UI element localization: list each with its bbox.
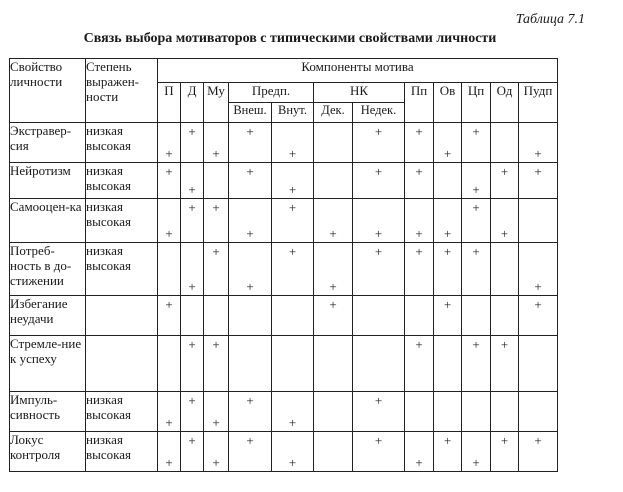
mark-cell: [491, 296, 519, 336]
mark-cell: [434, 123, 462, 163]
plus-mark-low: +: [165, 164, 173, 179]
mark-cell: [462, 432, 491, 472]
mark-cell: [272, 432, 314, 472]
plus-mark-high: +: [534, 279, 542, 294]
plus-mark-low: +: [500, 337, 509, 352]
plus-mark-low: +: [472, 337, 480, 352]
mark-cell: [434, 392, 462, 432]
plus-mark-low: +: [246, 124, 254, 139]
mark-cell: [229, 392, 272, 432]
mark-cell: [491, 432, 519, 472]
mark-cell: [519, 296, 558, 336]
mark-cell: [314, 296, 353, 336]
mark-cell: [519, 243, 558, 296]
header-tsp: Цп: [462, 83, 491, 123]
header-degree: Степень выражен-ности: [86, 59, 158, 123]
plus-mark-high: +: [534, 146, 542, 161]
mark-cell: [405, 432, 434, 472]
plus-mark-low: +: [165, 297, 173, 312]
header-vnut: Внут.: [272, 103, 314, 123]
plus-mark-low: +: [188, 124, 196, 139]
plus-mark-low: +: [329, 297, 337, 312]
plus-mark-high: +: [288, 182, 297, 197]
table-row: [10, 199, 558, 243]
plus-mark-low: +: [534, 297, 542, 312]
property-name-cell: Стремле-ние к успеху: [10, 336, 86, 392]
plus-mark-high: +: [212, 146, 220, 161]
plus-mark-low: +: [443, 297, 452, 312]
plus-mark-high: +: [288, 415, 297, 430]
mark-cell: [229, 163, 272, 199]
plus-mark-low: +: [415, 337, 423, 352]
mark-cell: [204, 199, 229, 243]
plus-mark-low: +: [246, 393, 254, 408]
plus-mark-low: +: [374, 244, 383, 259]
degree-cell: [86, 432, 158, 472]
plus-mark-low: +: [500, 164, 509, 179]
table-title: Связь выбора мотиваторов с типическими свойствами личности: [83, 31, 497, 46]
degree-cell: [86, 163, 158, 199]
plus-mark-high: +: [443, 226, 452, 241]
plus-mark-low: +: [212, 200, 220, 215]
plus-mark-high: +: [443, 146, 452, 161]
plus-mark-high: +: [288, 455, 297, 470]
header-ov: Ов: [434, 83, 462, 123]
mark-cell: [314, 392, 353, 432]
plus-mark-low: +: [374, 164, 383, 179]
mark-cell: [353, 392, 405, 432]
mark-cell: [434, 296, 462, 336]
table-row: [10, 243, 558, 296]
mark-cell: [204, 123, 229, 163]
mark-cell: [272, 336, 314, 392]
mark-cell: [491, 163, 519, 199]
plus-mark-low: +: [415, 244, 423, 259]
plus-mark-high: +: [500, 226, 509, 241]
header-pp: Пп: [405, 83, 434, 123]
mark-cell: [462, 163, 491, 199]
mark-cell: [181, 163, 204, 199]
mark-cell: [158, 296, 181, 336]
mark-cell: [158, 199, 181, 243]
plus-mark-low: +: [534, 433, 542, 448]
mark-cell: [229, 432, 272, 472]
degree-low: низкая: [86, 432, 123, 447]
mark-cell: [519, 123, 558, 163]
mark-cell: [462, 296, 491, 336]
mark-cell: [353, 296, 405, 336]
mark-cell: [353, 123, 405, 163]
header-components: Компоненты мотива: [158, 59, 558, 83]
plus-mark-low: +: [288, 200, 297, 215]
mark-cell: [158, 243, 181, 296]
plus-mark-high: +: [288, 146, 297, 161]
plus-mark-high: +: [165, 226, 173, 241]
mark-cell: [314, 432, 353, 472]
mark-cell: [462, 392, 491, 432]
mark-cell: [158, 123, 181, 163]
mark-cell: [272, 392, 314, 432]
mark-cell: [491, 123, 519, 163]
degree-cell: [86, 243, 158, 296]
mark-cell: [314, 336, 353, 392]
plus-mark-low: +: [246, 164, 254, 179]
mark-cell: [353, 432, 405, 472]
mark-cell: [353, 163, 405, 199]
mark-cell: [314, 123, 353, 163]
degree-low: низкая: [86, 243, 123, 258]
mark-cell: [519, 199, 558, 243]
mark-cell: [405, 336, 434, 392]
property-name-cell: Нейротизм: [10, 163, 86, 199]
mark-cell: [181, 123, 204, 163]
mark-cell: [353, 243, 405, 296]
header-dek: Дек.: [314, 103, 353, 123]
plus-mark-low: +: [472, 200, 480, 215]
mark-cell: [434, 243, 462, 296]
mark-cell: [405, 199, 434, 243]
table-row: [10, 432, 558, 472]
plus-mark-high: +: [246, 279, 254, 294]
plus-mark-high: +: [472, 182, 480, 197]
motivators-table: [9, 58, 558, 472]
mark-cell: [434, 199, 462, 243]
mark-cell: [229, 123, 272, 163]
mark-cell: [405, 243, 434, 296]
mark-cell: [272, 163, 314, 199]
degree-high: высокая: [86, 214, 132, 229]
mark-cell: [229, 336, 272, 392]
header-mu: Му: [204, 83, 229, 123]
plus-mark-low: +: [188, 337, 196, 352]
mark-cell: [462, 336, 491, 392]
plus-mark-low: +: [212, 337, 220, 352]
plus-mark-high: +: [165, 415, 173, 430]
mark-cell: [229, 243, 272, 296]
mark-cell: [491, 199, 519, 243]
degree-high: высокая: [86, 258, 132, 273]
mark-cell: [229, 296, 272, 336]
plus-mark-low: +: [443, 244, 452, 259]
table-row: [10, 336, 558, 392]
plus-mark-low: +: [374, 124, 383, 139]
mark-cell: [314, 163, 353, 199]
mark-cell: [158, 392, 181, 432]
property-name-cell: Импуль-сивность: [10, 392, 86, 432]
plus-mark-high: +: [165, 146, 173, 161]
plus-mark-low: +: [374, 393, 383, 408]
degree-high: высокая: [86, 447, 132, 462]
plus-mark-high: +: [212, 415, 220, 430]
degree-cell: [86, 123, 158, 163]
plus-mark-low: +: [246, 433, 254, 448]
degree-low: низкая: [86, 163, 123, 178]
header-d: Д: [181, 83, 204, 123]
mark-cell: [434, 336, 462, 392]
plus-mark-low: +: [212, 244, 220, 259]
mark-cell: [491, 392, 519, 432]
mark-cell: [272, 199, 314, 243]
property-name-cell: Избегание неудачи: [10, 296, 86, 336]
degree-low: низкая: [86, 392, 123, 407]
header-od: Од: [491, 83, 519, 123]
mark-cell: [181, 296, 204, 336]
plus-mark-high: +: [415, 455, 423, 470]
mark-cell: [405, 163, 434, 199]
table-row: [10, 392, 558, 432]
plus-mark-high: +: [165, 455, 173, 470]
degree-high: высокая: [86, 407, 132, 422]
mark-cell: [491, 336, 519, 392]
plus-mark-low: +: [534, 164, 542, 179]
degree-high: высокая: [86, 138, 132, 153]
mark-cell: [405, 392, 434, 432]
mark-cell: [181, 199, 204, 243]
plus-mark-high: +: [188, 182, 196, 197]
mark-cell: [314, 243, 353, 296]
plus-mark-low: +: [472, 124, 480, 139]
header-p: П: [158, 83, 181, 123]
mark-cell: [462, 243, 491, 296]
mark-cell: [405, 123, 434, 163]
mark-cell: [434, 163, 462, 199]
plus-mark-low: +: [188, 433, 196, 448]
degree-cell: [86, 296, 158, 336]
mark-cell: [462, 199, 491, 243]
plus-mark-high: +: [374, 226, 383, 241]
mark-cell: [204, 296, 229, 336]
property-name-cell: Локус контроля: [10, 432, 86, 472]
mark-cell: [204, 336, 229, 392]
mark-cell: [519, 432, 558, 472]
mark-cell: [491, 243, 519, 296]
plus-mark-low: +: [188, 393, 196, 408]
degree-cell: [86, 392, 158, 432]
table-row: [10, 296, 558, 336]
plus-mark-high: +: [246, 226, 254, 241]
mark-cell: [204, 243, 229, 296]
header-vnesh: Внеш.: [229, 103, 272, 123]
header-nedek: Недек.: [353, 103, 405, 123]
mark-cell: [519, 336, 558, 392]
plus-mark-high: +: [188, 279, 196, 294]
mark-cell: [519, 163, 558, 199]
mark-cell: [272, 123, 314, 163]
property-name-cell: Экстравер-сия: [10, 123, 86, 163]
property-name-cell: Потреб-ность в до-стижении: [10, 243, 86, 296]
degree-cell: [86, 336, 158, 392]
plus-mark-high: +: [212, 455, 220, 470]
degree-low: низкая: [86, 123, 123, 138]
plus-mark-high: +: [415, 226, 423, 241]
mark-cell: [353, 199, 405, 243]
header-pudp: Пудп: [519, 83, 558, 123]
plus-mark-low: +: [500, 433, 509, 448]
mark-cell: [181, 392, 204, 432]
plus-mark-high: +: [329, 226, 337, 241]
mark-cell: [353, 336, 405, 392]
mark-cell: [181, 336, 204, 392]
plus-mark-low: +: [415, 164, 423, 179]
mark-cell: [519, 392, 558, 432]
header-property: Свойство личности: [10, 59, 86, 123]
mark-cell: [405, 296, 434, 336]
plus-mark-high: +: [329, 279, 337, 294]
property-name-cell: Самооцен-ка: [10, 199, 86, 243]
mark-cell: [204, 392, 229, 432]
plus-mark-low: +: [415, 124, 423, 139]
plus-mark-high: +: [472, 455, 480, 470]
plus-mark-low: +: [472, 244, 480, 259]
mark-cell: [158, 336, 181, 392]
mark-cell: [434, 432, 462, 472]
header-nk: НК: [314, 83, 405, 103]
mark-cell: [314, 199, 353, 243]
mark-cell: [158, 163, 181, 199]
table-row: [10, 123, 558, 163]
mark-cell: [204, 432, 229, 472]
mark-cell: [158, 432, 181, 472]
mark-cell: [181, 243, 204, 296]
mark-cell: [272, 296, 314, 336]
mark-cell: [229, 199, 272, 243]
plus-mark-low: +: [443, 433, 452, 448]
mark-cell: [181, 432, 204, 472]
plus-mark-low: +: [288, 244, 297, 259]
mark-cell: [204, 163, 229, 199]
plus-mark-low: +: [374, 433, 383, 448]
table-number-label: Таблица 7.1: [515, 12, 585, 27]
degree-low: низкая: [86, 199, 123, 214]
degree-cell: [86, 199, 158, 243]
mark-cell: [272, 243, 314, 296]
degree-high: высокая: [86, 178, 132, 193]
header-pred: Предп.: [229, 83, 314, 103]
table-row: [10, 163, 558, 199]
plus-mark-low: +: [188, 200, 196, 215]
mark-cell: [462, 123, 491, 163]
